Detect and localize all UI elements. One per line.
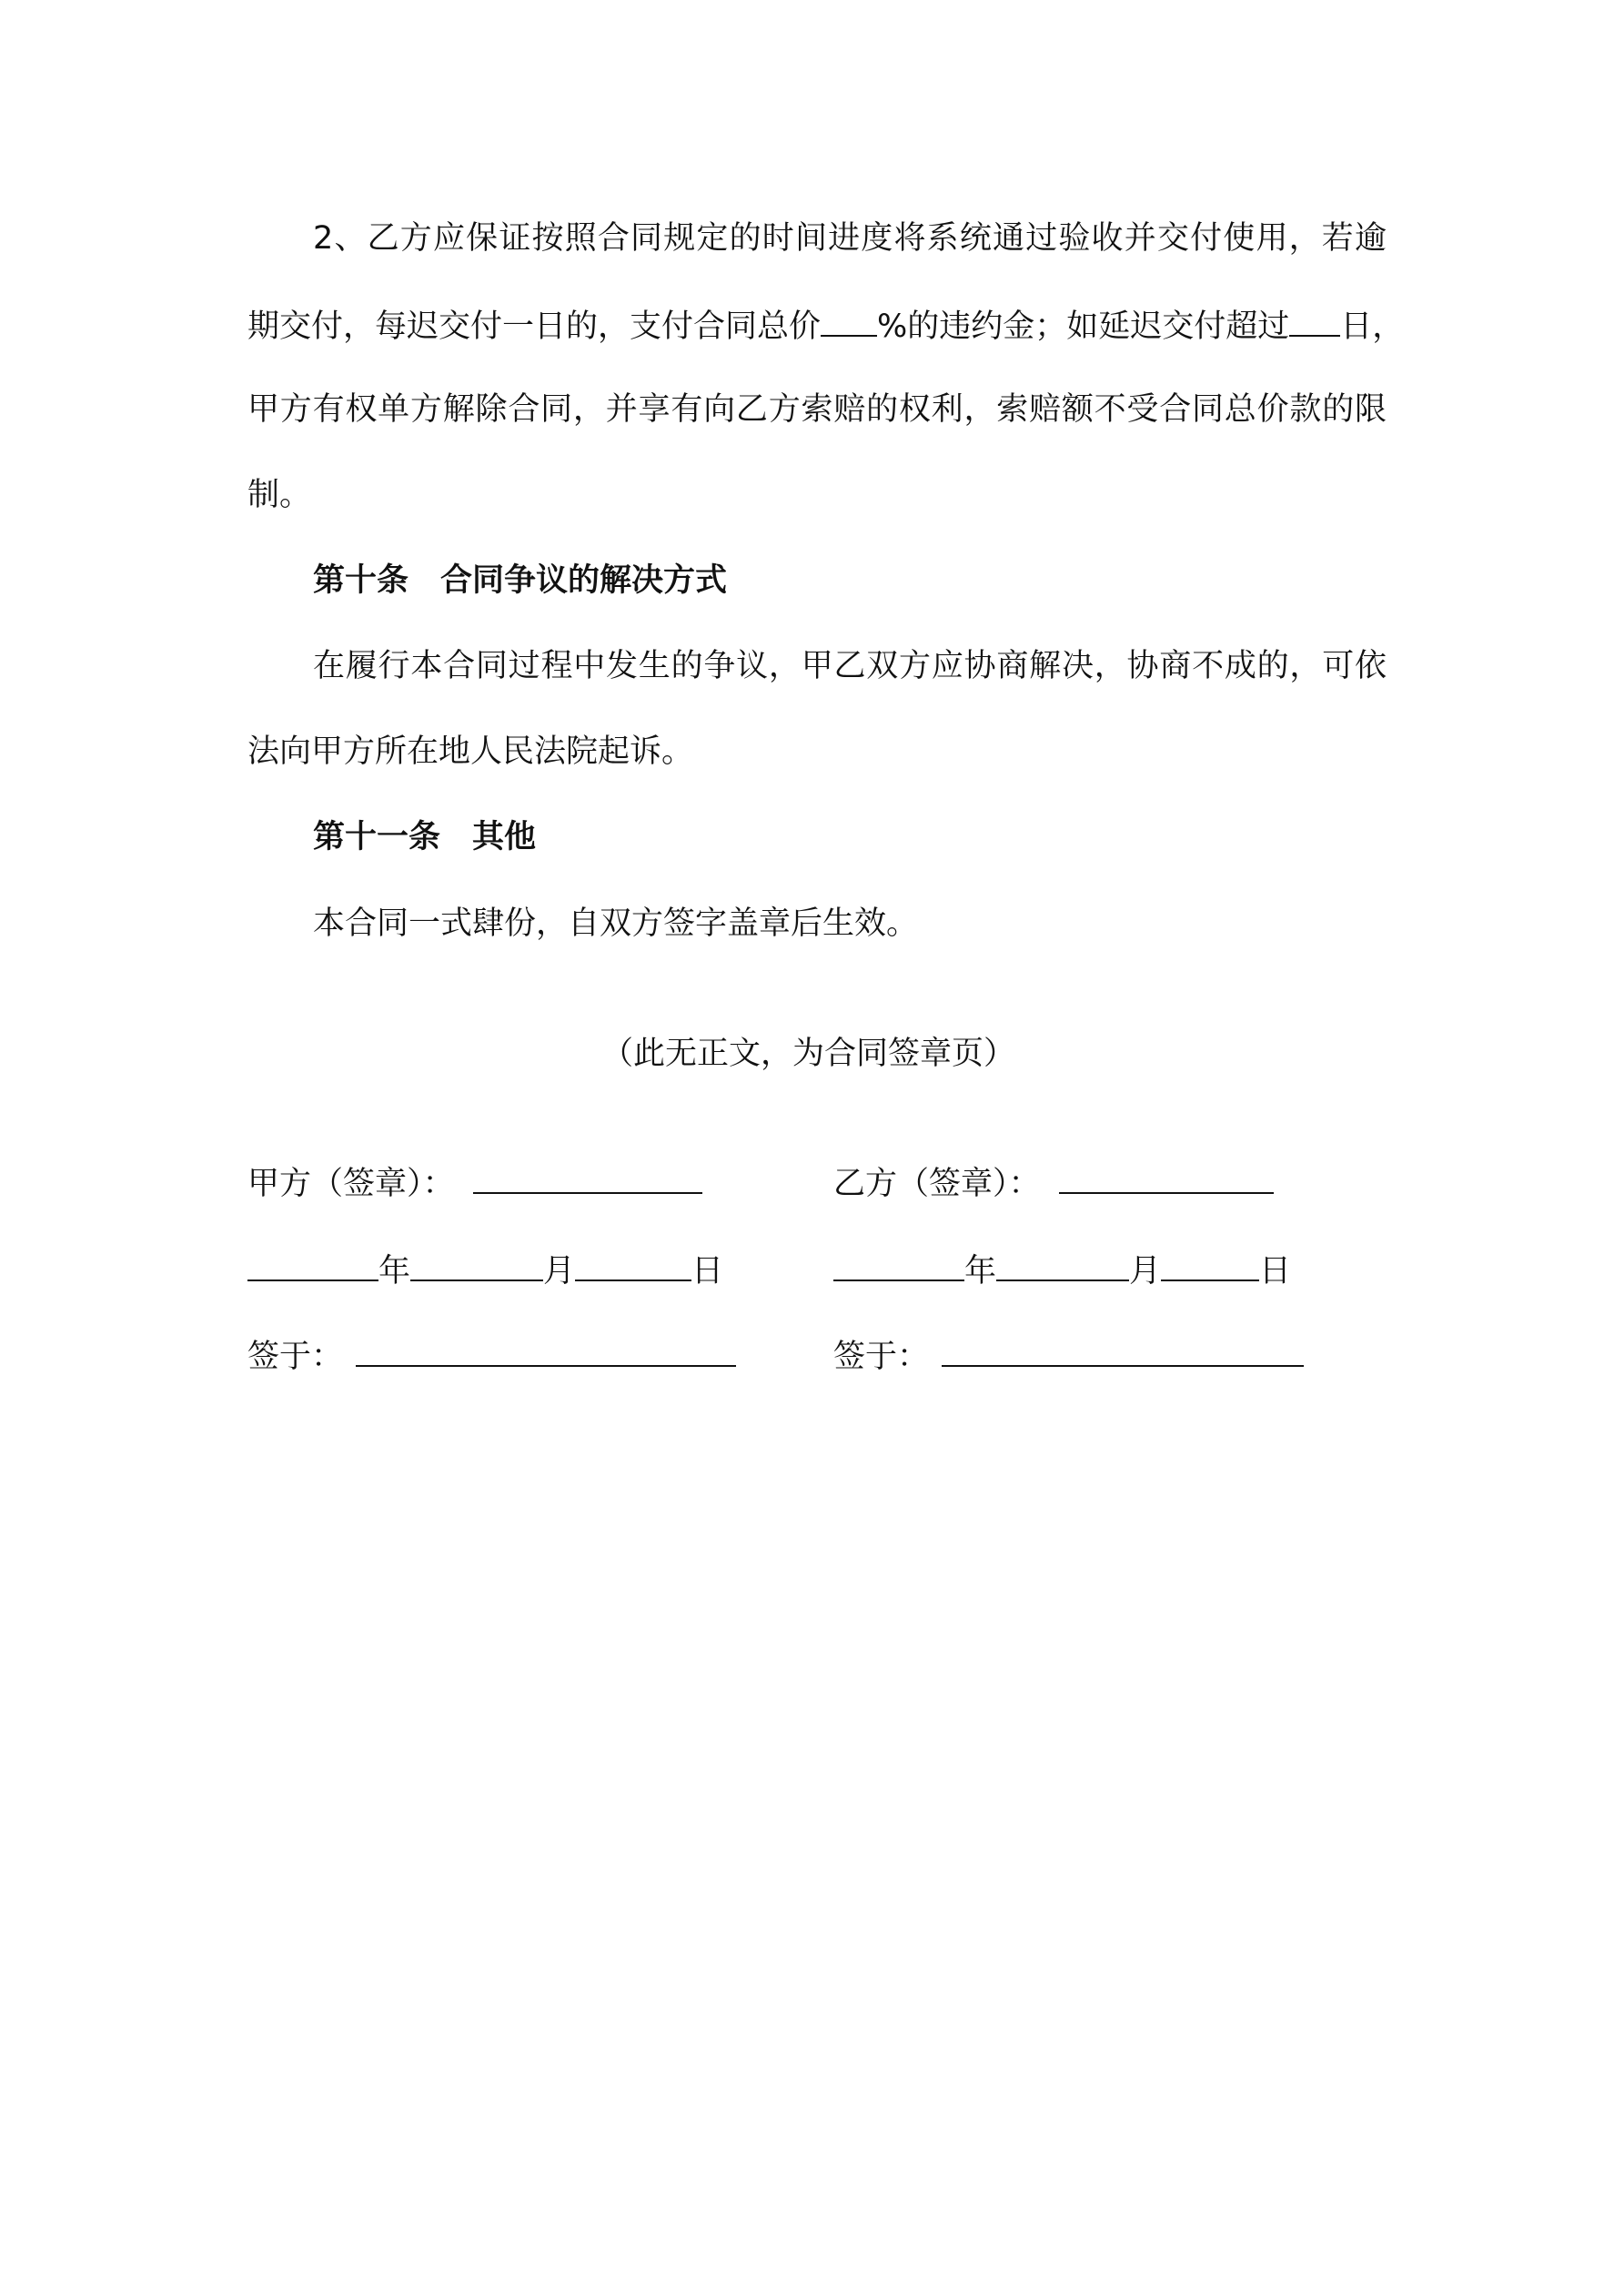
year-blank[interactable] [833, 1249, 964, 1281]
clause-9-2-line-4 [247, 475, 311, 515]
signed-at-label: 签于： [247, 1339, 344, 1375]
party-b-date [833, 1249, 1291, 1291]
article-11-line-1 [313, 904, 918, 944]
month-blank[interactable] [996, 1249, 1129, 1281]
month-label: 月 [1129, 1253, 1162, 1290]
clause-9-2-line-1 [313, 218, 1387, 258]
month-label: 月 [543, 1253, 576, 1290]
party-b-signed-at [833, 1334, 1304, 1377]
party-a-signed-at [247, 1334, 736, 1377]
party-a-signature-blank[interactable] [473, 1161, 702, 1194]
clause-9-2-line-3 [247, 389, 1387, 430]
signed-at-blank[interactable] [356, 1334, 736, 1367]
note-text: （此无正文，为合同签章页） [600, 1036, 1015, 1072]
clause-text: 日， [1340, 308, 1405, 345]
signed-at-blank[interactable] [942, 1334, 1304, 1367]
article-11-heading [313, 817, 536, 857]
percentage-blank [821, 304, 877, 337]
article-10-heading [313, 561, 727, 601]
party-a-date [247, 1249, 723, 1291]
clause-9-2-line-2 [247, 304, 1404, 347]
clause-text: 法向甲方所在地人民法院起诉。 [247, 733, 694, 770]
heading-text: 第十条 合同争议的解决方式 [313, 562, 728, 599]
year-label: 年 [378, 1253, 411, 1290]
month-blank[interactable] [410, 1249, 543, 1281]
party-b-signature [833, 1161, 1274, 1204]
day-label: 日 [691, 1253, 724, 1290]
party-a-signature [247, 1161, 702, 1204]
clause-text: 期交付，每迟交付一日的，支付合同总价 [247, 308, 822, 345]
year-label: 年 [964, 1253, 997, 1290]
article-10-line-1 [313, 646, 1387, 686]
clause-text: 制。 [247, 477, 312, 513]
day-blank[interactable] [1161, 1249, 1259, 1281]
clause-text: 甲方有权单方解除合同，并享有向乙方索赔的权利，索赔额不受合同总价款的限 [247, 391, 1387, 428]
party-b-signature-blank[interactable] [1059, 1161, 1274, 1194]
year-blank[interactable] [247, 1249, 378, 1281]
days-blank [1289, 304, 1340, 337]
signed-at-label: 签于： [833, 1339, 930, 1375]
heading-text: 第十一条 其他 [313, 819, 537, 855]
clause-text: 本合同一式肆份，自双方签字盖章后生效。 [313, 905, 919, 942]
article-10-line-2 [247, 732, 693, 772]
party-a-label: 甲方（签章）： [247, 1166, 455, 1202]
party-b-label: 乙方（签章）： [833, 1166, 1041, 1202]
signature-page-note [0, 1034, 1620, 1074]
day-label: 日 [1259, 1253, 1292, 1290]
day-blank[interactable] [575, 1249, 691, 1281]
clause-text: 2、乙方应保证按照合同规定的时间进度将系统通过验收并交付使用，若逾 [313, 220, 1387, 257]
clause-text: 在履行本合同过程中发生的争议，甲乙双方应协商解决，协商不成的，可依 [313, 648, 1387, 684]
clause-text: %的违约金；如延迟交付超过 [877, 308, 1290, 345]
